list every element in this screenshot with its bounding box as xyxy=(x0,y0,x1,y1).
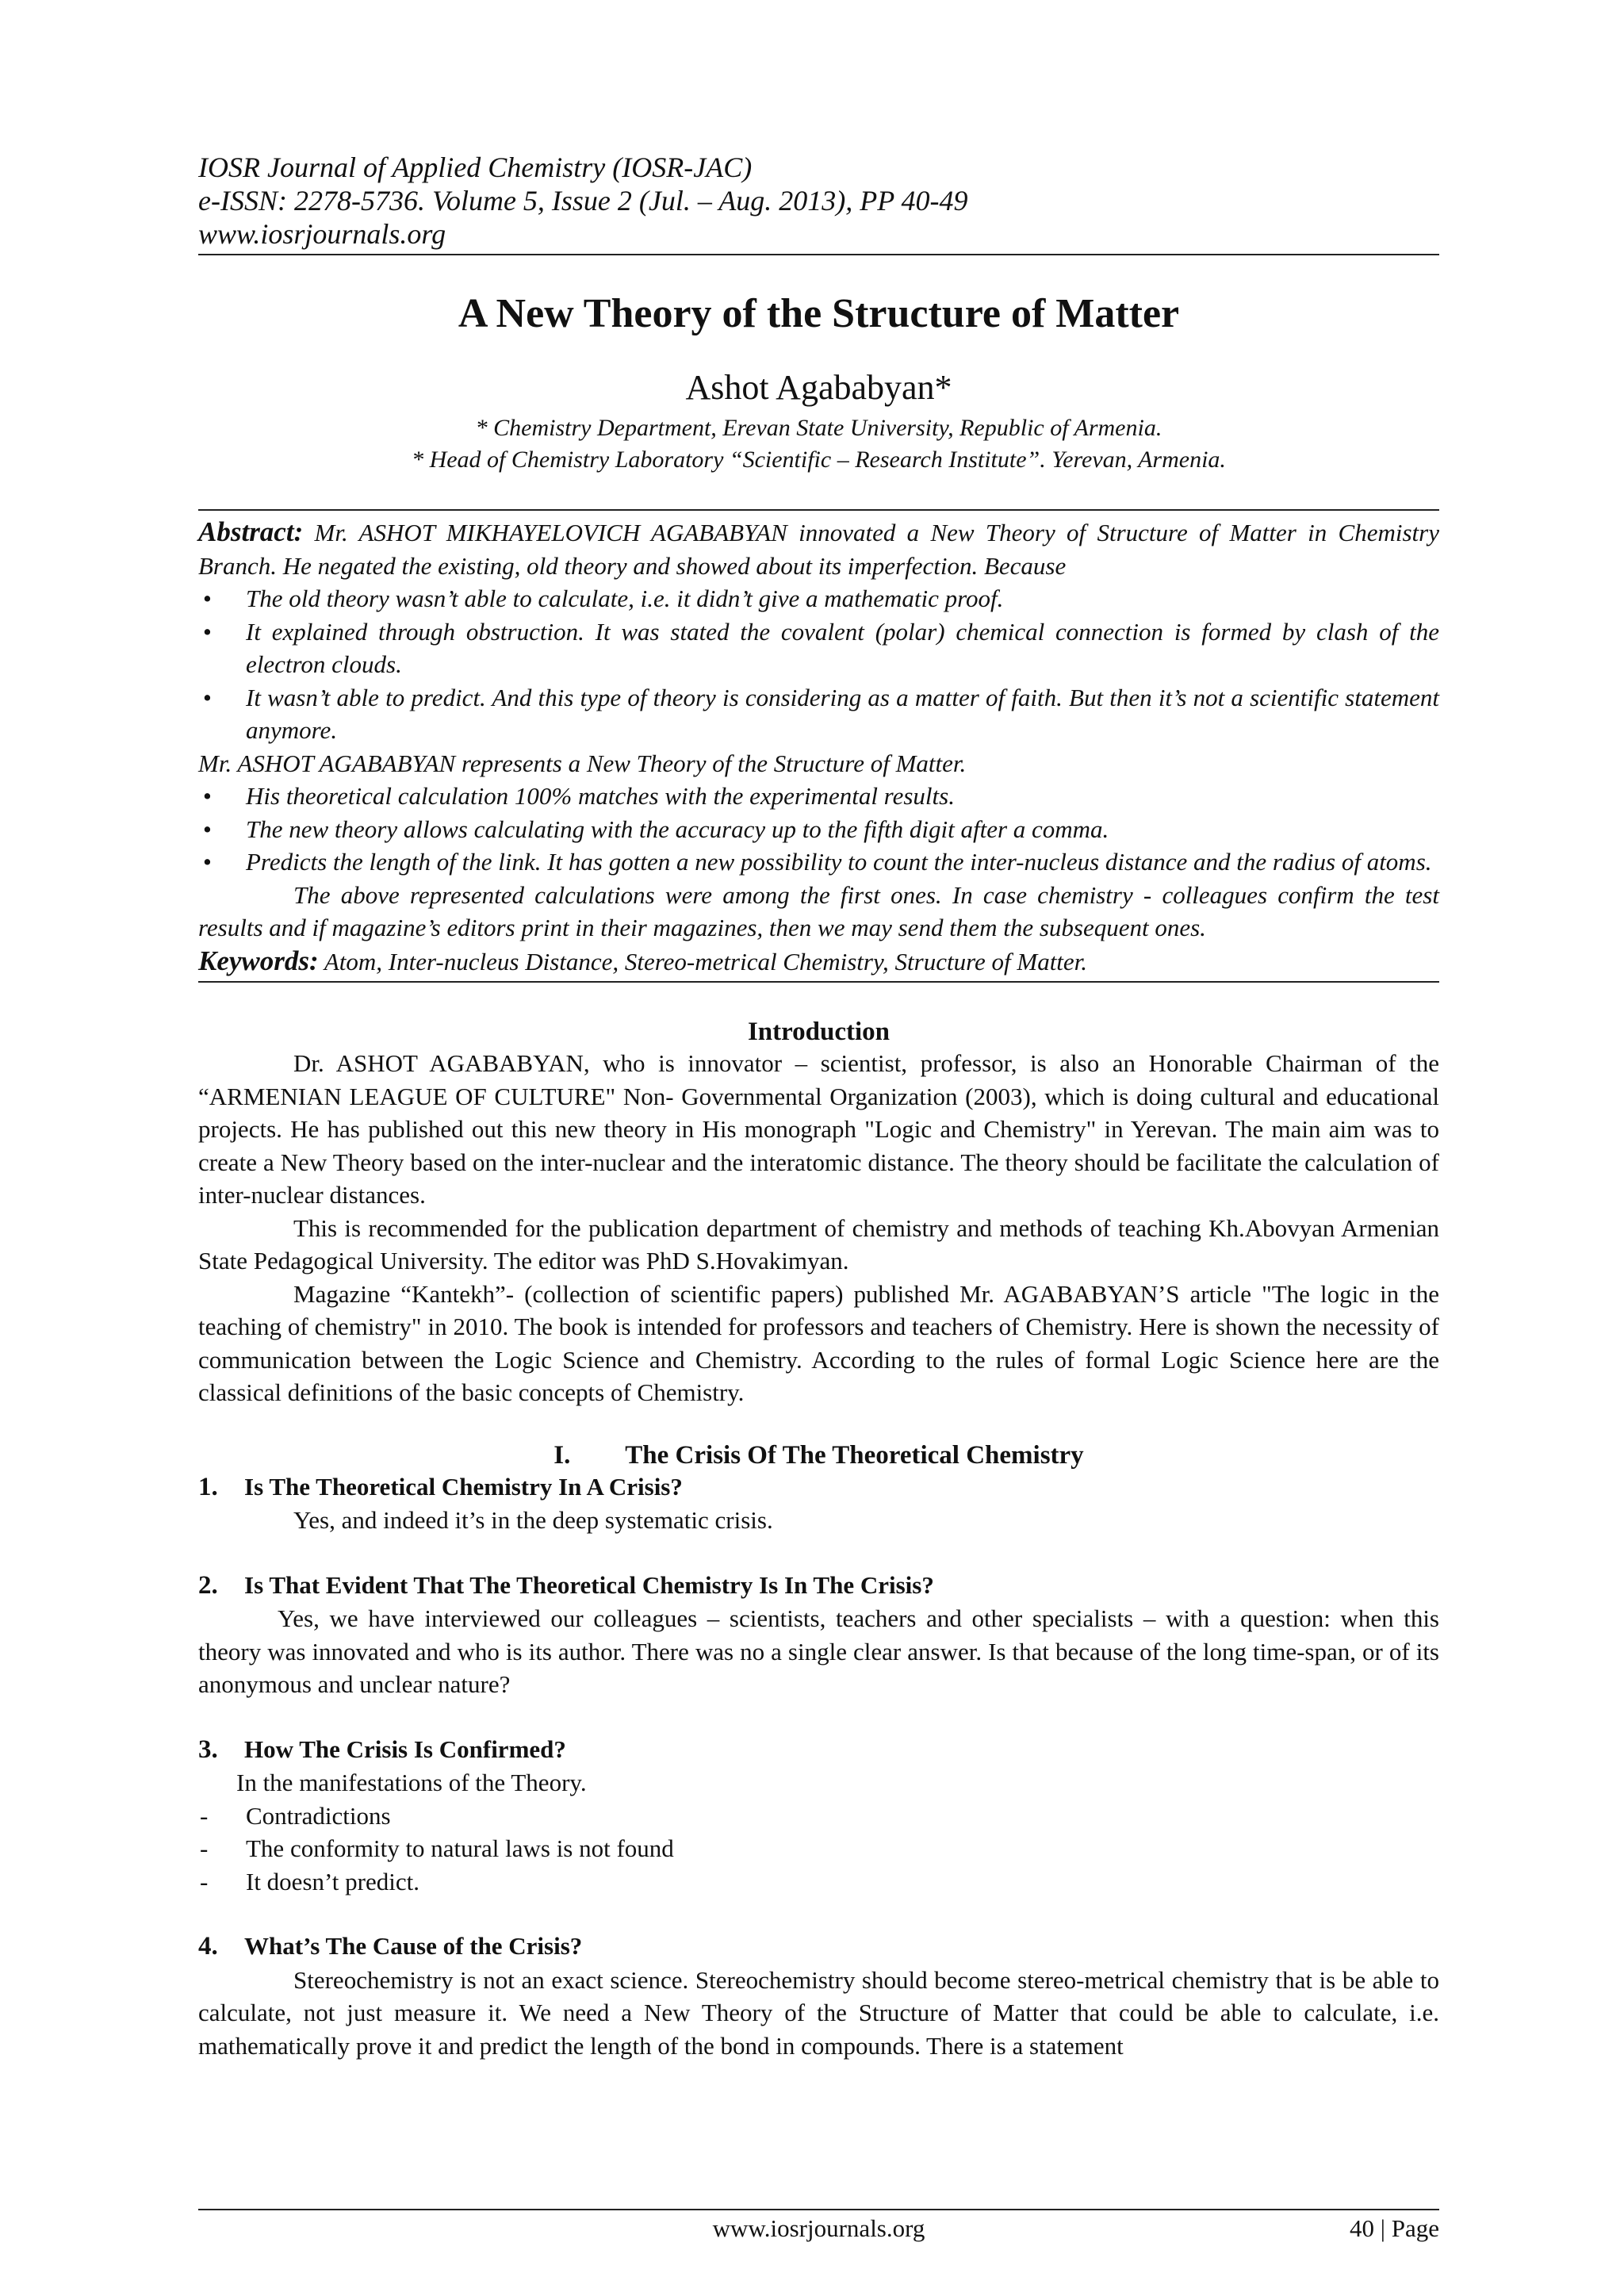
abstract-bullet: • The new theory allows calculating with the accuracy up to the fifth digit after a comma. xyxy=(198,813,1439,846)
question-heading xyxy=(198,1569,1439,1603)
dash-list-text: It doesn’t predict. xyxy=(246,1867,419,1895)
dash-list-text: Contradictions xyxy=(246,1801,391,1830)
question-number: 3. xyxy=(198,1734,218,1764)
abstract-middle: Mr. ASHOT AGABABYAN represents a New Theory of the Structure of Matter. xyxy=(198,749,967,777)
abstract-bullet: • It wasn’t able to predict. And this type of theory is considering as a matter of faith. But then it’s not a scientific statement anymore. xyxy=(198,681,1439,747)
intro-paragraph: Dr. ASHOT AGABABYAN, who is innovator – scientist, professor, is also an Honorable Chairman of the “ARMENIAN LEAGUE OF CULTURE" Non- Governmental Organization (2003), which is doing cultural and educational projects. He has published out this new theory in His monograph "Logic and Chemistry" in Yerevan. The main aim was to create a New Theory based on the inter-nuclear and the interatomic distance. The theory should be facilitate the calculation of inter-nuclear distances. xyxy=(198,1049,1439,1209)
answer-text: Yes, we have interviewed our colleagues – scientists, teachers and other specialists – with a question: when this theory was innovated and who is its author. There was no a single clear answer. Is that because of the long time-span, or of its anonymous and unclear nature? xyxy=(198,1604,1439,1698)
abstract-bullets-2 xyxy=(198,780,1439,879)
question-heading xyxy=(198,1930,1439,1964)
question-title: Is The Theoretical Chemistry In A Crisis? xyxy=(244,1472,683,1501)
answer-text: Stereochemistry is not an exact science. Stereochemistry should become stereo-metrical chemistry that is be able to calculate, not just measure it. We need a New Theory of the Structure of Matter that could be able to calculate, i.e. mathematically prove it and predict the length of the bond in compounds. There is a statement xyxy=(198,1965,1439,2060)
intro-paragraph: This is recommended for the publication department of chemistry and methods of teaching Kh.Abovyan Armenian State Pedagogical University. The editor was PhD S.Hovakimyan. xyxy=(198,1213,1439,1274)
question-title: How The Crisis Is Confirmed? xyxy=(244,1734,566,1763)
footer-rule xyxy=(198,2209,1439,2210)
question-number: 4. xyxy=(198,1932,218,1961)
answer-text: In the manifestations of the Theory. xyxy=(236,1769,587,1796)
abstract-label: Abstract: xyxy=(198,516,304,547)
question-title: What’s The Cause of the Crisis? xyxy=(244,1932,583,1960)
page-number: 40 | Page xyxy=(1350,2214,1439,2242)
dash-marker: - xyxy=(200,1867,209,1895)
section-title: The Crisis Of The Theoretical Chemistry xyxy=(625,1440,1084,1470)
dash-marker: - xyxy=(200,1834,209,1862)
dash-list-item xyxy=(198,1832,1439,1865)
page-content xyxy=(198,151,1439,2062)
abstract-bullet: • Predicts the length of the link. It has gotten a new possibility to count the inter-nucleus distance and the radius of atoms. xyxy=(198,845,1439,879)
question-heading xyxy=(198,1470,1439,1504)
abstract-bullet: • It explained through obstruction. It was stated the covalent (polar) chemical connection is formed by clash of the electron clouds. xyxy=(198,615,1439,681)
journal-issn: e-ISSN: 2278-5736. Volume 5, Issue 2 (Jul. – Aug. 2013), PP 40-49 xyxy=(198,185,968,217)
abstract-bullets-1 xyxy=(198,582,1439,747)
abstract-bullet: • The old theory wasn’t able to calculate, i.e. it didn’t give a mathematic proof. xyxy=(198,582,1439,615)
intro-paragraph: Magazine “Kantekh”- (collection of scientific papers) published Mr. AGABABYAN’S article "The logic in the teaching of chemistry" in 2010. The book is intended for professors and teachers of Chemistry. Here is shown the necessity of communication between the Logic Science and Chemistry. According to the rules of formal Logic Science here are the classical definitions of the basic concepts of Chemistry. xyxy=(198,1279,1439,1406)
affiliation-2: * Head of Chemistry Laboratory “Scientific – Research Institute”. Yerevan, Armenia. xyxy=(412,447,1226,473)
abstract-block xyxy=(198,509,1439,983)
dash-marker: - xyxy=(200,1801,209,1830)
question-number: 1. xyxy=(198,1472,218,1501)
affiliation-1: * Chemistry Department, Erevan State University, Republic of Armenia. xyxy=(475,415,1162,441)
question-title: Is That Evident That The Theoretical Chemistry Is In The Crisis? xyxy=(244,1570,934,1599)
section-number: I. xyxy=(553,1440,571,1470)
abstract-intro: Mr. ASHOT MIKHAYELOVICH AGABABYAN innovated a New Theory of Structure of Matter in Chemistry Branch. He negated the existing, old theory and showed about its imperfection. Because xyxy=(198,519,1439,580)
author-name: Ashot Agababyan* xyxy=(685,368,952,407)
header-rule xyxy=(198,254,1439,255)
keywords-text: Atom, Inter-nucleus Distance, Stereo-metrical Chemistry, Structure of Matter. xyxy=(318,947,1088,976)
dash-list-text: The conformity to natural laws is not found xyxy=(246,1834,674,1862)
question-number: 2. xyxy=(198,1570,218,1600)
keywords-label: Keywords: xyxy=(198,945,319,976)
journal-website: www.iosrjournals.org xyxy=(198,218,446,250)
question-heading xyxy=(198,1733,1439,1767)
section-heading xyxy=(198,1441,1439,1470)
dash-list-item xyxy=(198,1865,1439,1899)
abstract-closing: The above represented calculations were among the first ones. In case chemistry - colleagues confirm the test results and if magazine’s editors print in their magazines, then we may send them the subsequent ones. xyxy=(198,880,1439,941)
footer-website: www.iosrjournals.org xyxy=(712,2214,925,2242)
abstract-bullet: • His theoretical calculation 100% matches with the experimental results. xyxy=(198,780,1439,813)
answer-text: Yes, and indeed it’s in the deep systematic crisis. xyxy=(293,1506,773,1534)
journal-name: IOSR Journal of Applied Chemistry (IOSR-JAC) xyxy=(198,151,753,183)
introduction-heading: Introduction xyxy=(747,1018,891,1046)
paper-title: A New Theory of the Structure of Matter xyxy=(458,291,1180,336)
dash-list-item xyxy=(198,1800,1439,1833)
